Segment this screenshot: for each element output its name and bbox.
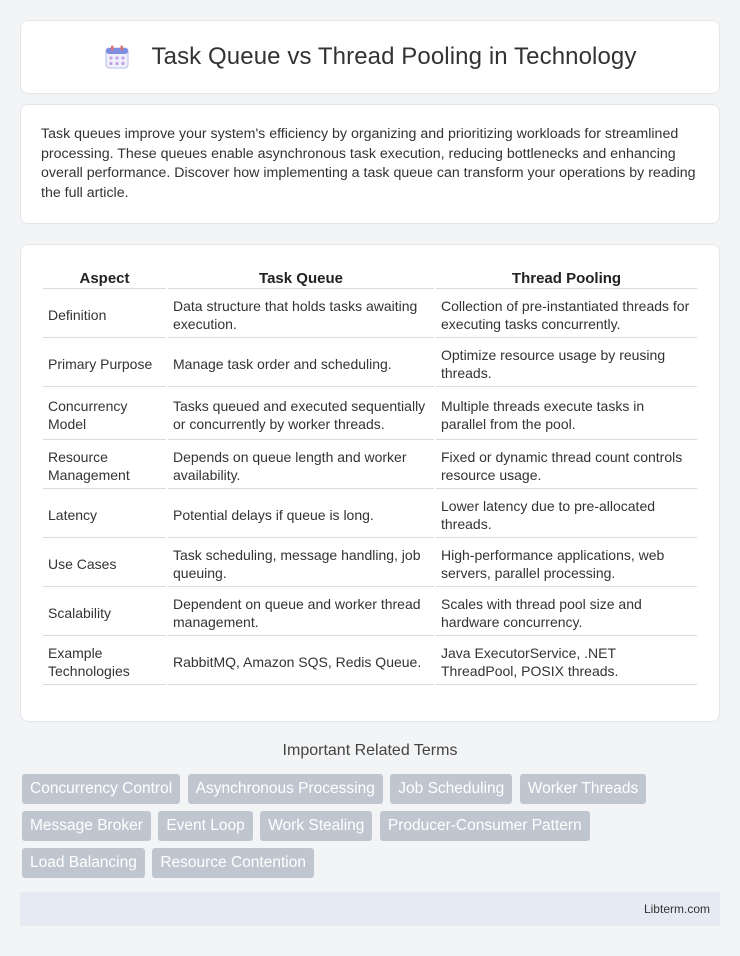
table-cell: Java ExecutorService, .NET ThreadPool, POSIX threads. (436, 638, 697, 685)
table-cell: Definition (43, 291, 166, 338)
calendar-icon (104, 44, 130, 70)
intro-card (20, 104, 720, 224)
related-term-tag[interactable]: Producer-Consumer Pattern (380, 811, 590, 841)
intro-text: Task queues improve your system's efficiency by organizing and prioritizing workloads for streamlined processing. These queues enable asynchronous task execution, reducing bottlenecks and enhancing overall performance. Discover how implementing a task queue can transform your operations by reading the full article. (41, 126, 696, 201)
comparison-table-card (20, 244, 720, 722)
column-header-thread-pooling: Thread Pooling (436, 267, 697, 289)
table-cell: Scales with thread pool size and hardware concurrency. (436, 589, 697, 636)
table-cell: Multiple threads execute tasks in parallel from the pool. (436, 389, 697, 440)
related-term-tag[interactable]: Resource Contention (152, 848, 314, 878)
related-term-tag[interactable]: Load Balancing (22, 848, 145, 878)
table-row (43, 540, 697, 587)
table-cell: Task scheduling, message handling, job queuing. (168, 540, 434, 587)
table-cell: Latency (43, 491, 166, 538)
table-header-row (43, 267, 697, 289)
table-cell: Concurrency Model (43, 389, 166, 440)
table-cell: Manage task order and scheduling. (168, 340, 434, 387)
column-header-task-queue: Task Queue (168, 267, 434, 289)
table-cell: RabbitMQ, Amazon SQS, Redis Queue. (168, 638, 434, 685)
table-row (43, 491, 697, 538)
table-row (43, 291, 697, 338)
table-row (43, 442, 697, 489)
related-terms-list (22, 774, 722, 885)
table-cell: Use Cases (43, 540, 166, 587)
table-cell: High-performance applications, web servers, parallel processing. (436, 540, 697, 587)
table-cell: Collection of pre-instantiated threads for executing tasks concurrently. (436, 291, 697, 338)
column-header-aspect: Aspect (43, 267, 166, 289)
table-cell: Resource Management (43, 442, 166, 489)
table-cell: Data structure that holds tasks awaiting execution. (168, 291, 434, 338)
table-row (43, 589, 697, 636)
related-term-tag[interactable]: Message Broker (22, 811, 151, 841)
page-title: Task Queue vs Thread Pooling in Technology (151, 43, 637, 70)
related-terms-title: Important Related Terms (282, 742, 458, 759)
header-card (20, 20, 720, 94)
related-term-tag[interactable]: Work Stealing (260, 811, 372, 841)
table-cell: Example Technologies (43, 638, 166, 685)
table-cell: Dependent on queue and worker thread management. (168, 589, 434, 636)
table-cell: Lower latency due to pre-allocated threads. (436, 491, 697, 538)
related-term-tag[interactable]: Asynchronous Processing (188, 774, 383, 804)
table-cell: Optimize resource usage by reusing threads. (436, 340, 697, 387)
related-term-tag[interactable]: Worker Threads (520, 774, 647, 804)
table-cell: Potential delays if queue is long. (168, 491, 434, 538)
table-row (43, 340, 697, 387)
related-term-tag[interactable]: Event Loop (158, 811, 252, 841)
table-cell: Primary Purpose (43, 340, 166, 387)
table-cell: Fixed or dynamic thread count controls resource usage. (436, 442, 697, 489)
related-term-tag[interactable]: Job Scheduling (390, 774, 512, 804)
table-row (43, 638, 697, 685)
table-cell: Scalability (43, 589, 166, 636)
table-row (43, 389, 697, 440)
table-cell: Tasks queued and executed sequentially or concurrently by worker threads. (168, 389, 434, 440)
footer-site-link[interactable]: Libterm.com (643, 902, 710, 916)
table-cell: Depends on queue length and worker availability. (168, 442, 434, 489)
related-term-tag[interactable]: Concurrency Control (22, 774, 180, 804)
footer (20, 892, 720, 926)
comparison-table (41, 265, 699, 687)
